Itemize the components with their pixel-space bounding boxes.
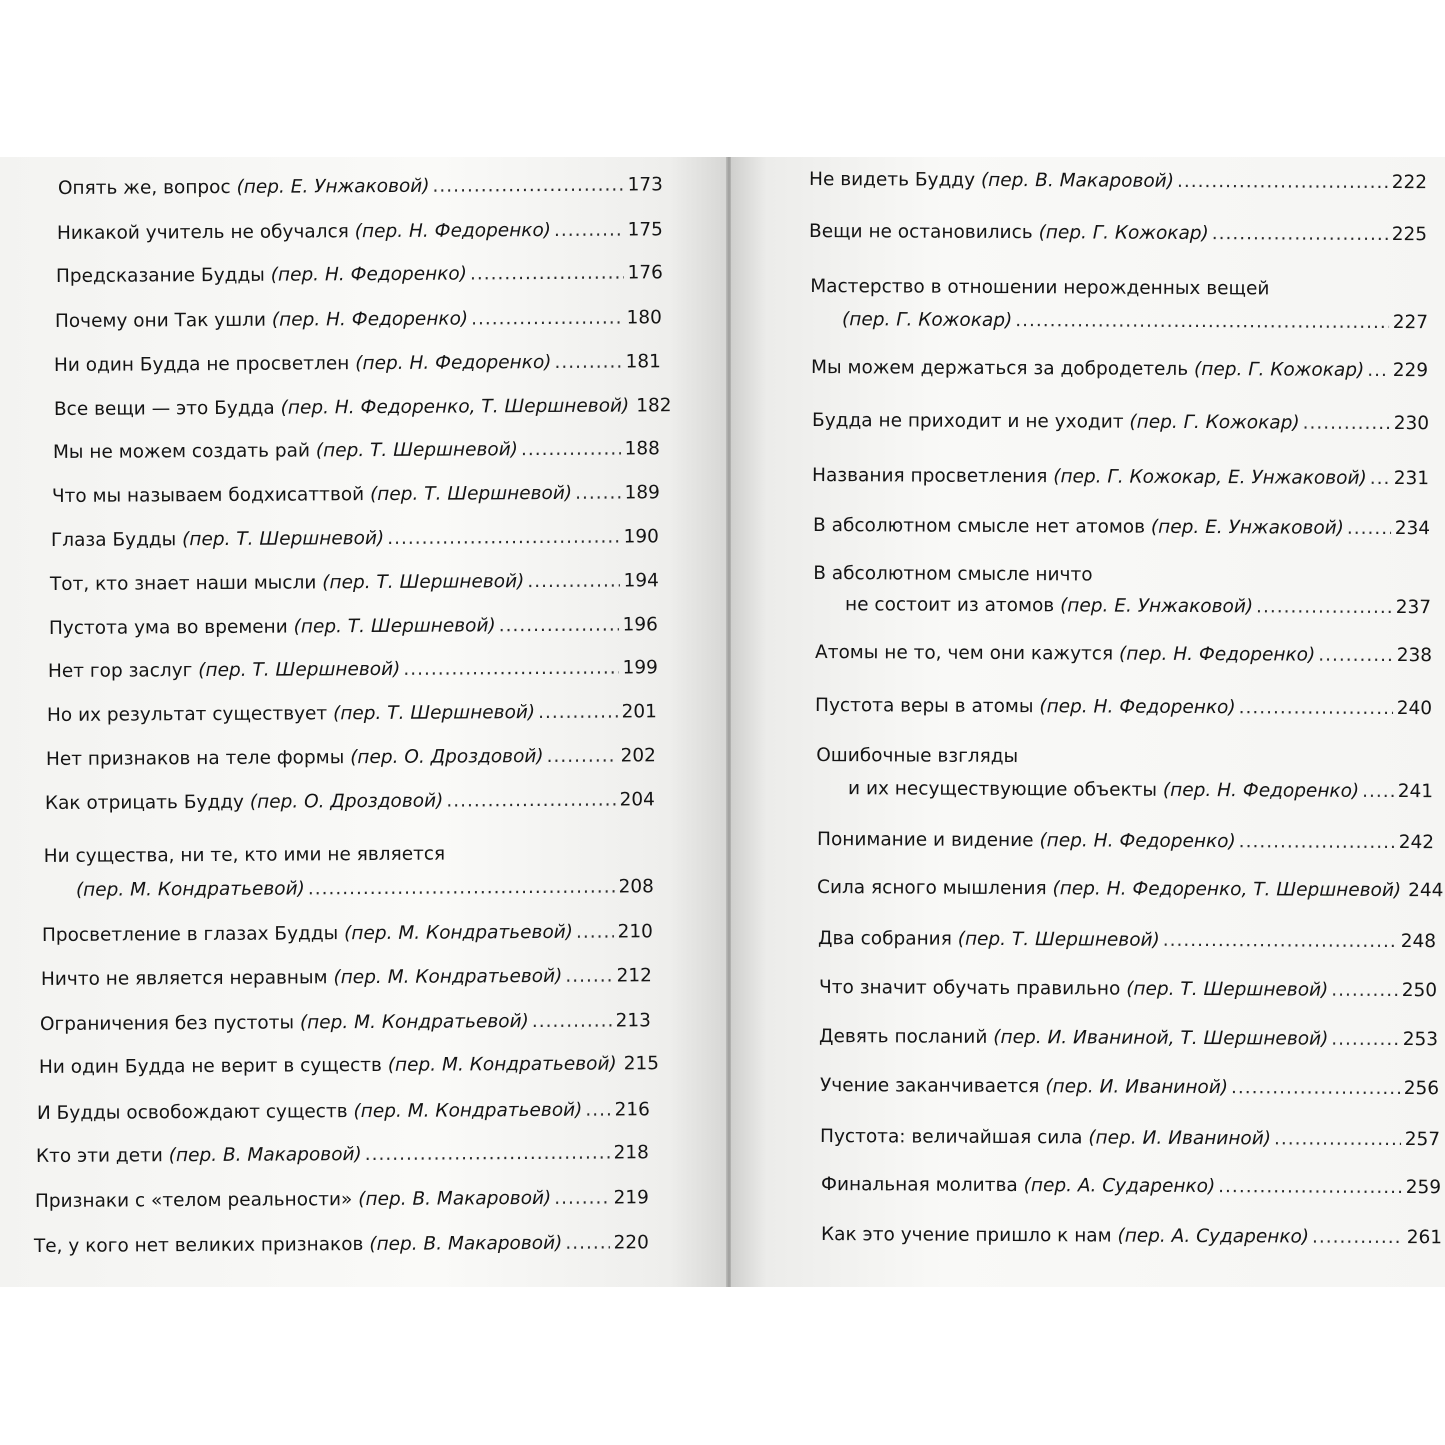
dot-leader — [1274, 1127, 1401, 1152]
entry-translator: (пер. Т. Шершневой) — [182, 527, 385, 551]
entry-page-number: 182 — [636, 395, 672, 417]
entry-translator: (пер. И. Иваниной, Т. Шершневой) — [993, 1026, 1329, 1050]
toc-entry — [816, 744, 1433, 804]
entry-page-number: 238 — [1396, 645, 1433, 667]
entry-translator: (пер. Т. Шершневой) — [369, 482, 573, 506]
entry-title: Сила ясного мышления — [817, 877, 1047, 900]
entry-title: Но их результат существует — [46, 703, 328, 727]
entry-title: Как отрицать Будду — [44, 791, 245, 815]
dot-leader — [532, 1010, 612, 1034]
entry-title: Нет гор заслуг — [47, 660, 193, 683]
entry-page-number: 181 — [625, 351, 661, 373]
entry-translator: (пер. Е. Унжаковой) — [1150, 516, 1344, 539]
entry-page-number: 220 — [613, 1232, 649, 1254]
entry-title: В абсолютном смысле нет атомов — [813, 515, 1146, 538]
entry-page-number: 230 — [1393, 413, 1430, 435]
entry-title: Что значит обучать правильно — [819, 977, 1121, 1000]
entry-translator: (пер. В. Макаровой) — [980, 169, 1175, 192]
entry-translator: (пер. Г. Кожокар) — [1038, 222, 1209, 245]
dot-leader — [1318, 644, 1393, 668]
toc-entry — [812, 464, 1429, 491]
entry-page-number: 250 — [1401, 980, 1438, 1002]
entry-translator: (пер. Н. Федоренко) — [1039, 830, 1236, 853]
entry-title: Никакой учитель не обучался — [56, 221, 349, 245]
dot-leader — [1218, 1175, 1402, 1200]
entry-title: Как это учение пришло к нам — [821, 1224, 1112, 1247]
entry-translator: (пер. О. Дроздовой) — [249, 790, 444, 813]
toc-entry — [53, 394, 672, 422]
dot-leader — [1163, 929, 1397, 954]
toc-entry — [819, 1025, 1438, 1052]
toc-entry — [42, 920, 653, 948]
toc-entry — [46, 744, 656, 772]
entry-page-number: 218 — [613, 1142, 649, 1164]
entry-title-continued: не состоит из атомов — [845, 594, 1055, 617]
entry-title: Почему они Так ушли — [54, 309, 267, 333]
dot-leader — [1362, 780, 1394, 804]
dot-leader — [308, 876, 615, 902]
entry-title: Признаки с «телом реальности» — [34, 1189, 353, 1212]
entry-page-number: 248 — [1400, 931, 1437, 953]
entry-page-number: 237 — [1395, 597, 1432, 619]
dot-leader — [576, 921, 614, 945]
toc-entry — [820, 1125, 1440, 1152]
toc-entry — [811, 356, 1428, 383]
entry-translator: (пер. Н. Федоренко) — [1118, 643, 1316, 666]
entry-title: Ничто не является неравным — [40, 967, 328, 991]
entry-page-number: 242 — [1398, 832, 1435, 854]
entry-title: Кто эти дети — [35, 1145, 163, 1167]
entry-title: Ограничения без пустоты — [39, 1012, 295, 1035]
entry-page-number: 208 — [618, 876, 654, 898]
toc-entry — [56, 261, 663, 289]
dot-leader — [1212, 222, 1388, 247]
toc-entry — [54, 350, 661, 378]
entry-translator: (пер. Н. Федоренко) — [1162, 779, 1360, 802]
entry-title: Ни один Будда не просветлен — [53, 353, 350, 377]
dot-leader — [1256, 595, 1392, 620]
toc-entry — [48, 656, 658, 684]
toc-entry — [810, 275, 1428, 335]
toc-entry — [40, 1009, 651, 1037]
entry-page-number: 201 — [621, 701, 657, 723]
dot-leader — [1312, 1226, 1403, 1250]
entry-title: Все вещи — это Будда — [53, 397, 275, 421]
dot-leader — [432, 174, 623, 199]
entry-title: Ошибочные взгляды — [816, 745, 1019, 768]
entry-translator: (пер. Т. Шершневой) — [315, 439, 519, 462]
dot-leader — [527, 570, 619, 595]
entry-page-number: 175 — [627, 219, 663, 241]
entry-title: Мастерство в отношении нерожденных вещей — [810, 276, 1270, 300]
entry-page-number: 234 — [1394, 518, 1431, 540]
entry-page-number: 219 — [613, 1187, 649, 1209]
entry-page-number: 210 — [617, 921, 653, 943]
entry-title: Ни один Будда не верит в существ — [38, 1054, 382, 1078]
dot-leader — [471, 307, 623, 332]
entry-title: Пустота: величайшая сила — [820, 1126, 1083, 1149]
entry-translator: (пер. Г. Кожокар, Е. Унжаковой) — [1053, 466, 1367, 489]
entry-translator: (пер. Е. Унжаковой) — [1060, 595, 1254, 618]
entry-page-number: 196 — [622, 614, 658, 636]
toc-entry — [45, 788, 655, 816]
toc-entry — [50, 569, 659, 597]
dot-leader — [1177, 170, 1388, 195]
entry-translator: (пер. М. Кондратьевой) — [353, 1099, 583, 1123]
entry-translator: (пер. Н. Федоренко) — [271, 308, 469, 331]
entry-title: Мы можем держаться за добродетель — [811, 357, 1189, 380]
toc-entry — [813, 562, 1431, 620]
toc-entry — [49, 613, 658, 641]
dot-leader — [446, 789, 615, 814]
toc-entry — [819, 976, 1437, 1003]
toc-entry — [55, 306, 662, 334]
entry-page-number: 180 — [626, 307, 662, 329]
entry-title: Глаза Будды — [50, 529, 177, 551]
entry-translator: (пер. В. Макаровой) — [369, 1232, 563, 1255]
entry-translator: (пер. М. Кондратьевой) — [299, 1011, 529, 1034]
entry-translator: (пер. В. Макаровой) — [358, 1187, 552, 1211]
entry-page-number: 244 — [1408, 880, 1444, 902]
entry-translator: (пер. Т. Шершневой) — [333, 702, 536, 725]
toc-entry — [809, 168, 1427, 195]
toc-entry — [47, 700, 657, 728]
dot-leader — [1331, 979, 1398, 1003]
entry-translator: (пер. О. Дроздовой) — [350, 745, 544, 769]
entry-translator: (пер. Е. Унжаковой) — [236, 175, 430, 198]
toc-entry — [53, 437, 660, 465]
entry-translator: (пер. Т. Шершневой) — [1126, 978, 1329, 1001]
dot-leader — [1239, 830, 1395, 855]
toc-entry — [821, 1223, 1442, 1250]
dot-leader — [554, 219, 624, 243]
entry-title: Мы не можем создать рай — [52, 440, 311, 464]
entry-translator: (пер. И. Иваниной) — [1088, 1127, 1272, 1150]
entry-translator: (пер. Н. Федоренко) — [355, 351, 552, 375]
toc-entry — [815, 641, 1432, 668]
entry-page-number: 199 — [622, 657, 658, 679]
entry-translator: (пер. М. Кондратьевой) — [387, 1053, 617, 1076]
entry-title: Атомы не то, чем они кажутся — [815, 642, 1114, 665]
entry-page-number: 202 — [620, 745, 656, 767]
entry-page-number: 204 — [619, 789, 655, 811]
right-page — [731, 157, 1445, 1287]
entry-page-number: 173 — [627, 174, 663, 196]
entry-translator: (пер. М. Кондратьевой) — [333, 965, 563, 989]
dot-leader — [1347, 517, 1391, 541]
entry-page-number: 257 — [1404, 1129, 1441, 1151]
dot-leader — [538, 701, 618, 725]
dot-leader — [547, 745, 617, 769]
entry-translator: (пер. М. Кондратьевой) — [344, 921, 574, 945]
toc-entry — [809, 220, 1427, 247]
entry-translator: (пер. Т. Шершневой) — [322, 571, 525, 594]
entry-page-number: 176 — [627, 262, 663, 284]
toc-entry — [815, 694, 1432, 721]
entry-page-number: 188 — [624, 438, 660, 460]
dot-leader — [403, 657, 618, 682]
entry-title: Пустота веры в атомы — [815, 695, 1034, 718]
entry-title: Просветление в глазах Будды — [41, 923, 339, 947]
toc-entry — [36, 1141, 649, 1169]
entry-title: Нет признаков на теле формы — [45, 747, 345, 771]
dot-leader — [1331, 1028, 1399, 1052]
dot-leader — [565, 965, 612, 989]
entry-translator: (пер. И. Иваниной) — [1045, 1076, 1229, 1099]
entry-page-number: 194 — [623, 570, 659, 592]
entry-translator: (пер. Г. Кожокар) — [1129, 411, 1300, 434]
toc-entry — [35, 1186, 649, 1214]
entry-title: Будда не приходит и не уходит — [812, 410, 1124, 433]
entry-page-number: 241 — [1397, 781, 1434, 803]
entry-title: Девять посланий — [819, 1026, 988, 1048]
dot-leader — [1015, 309, 1389, 335]
entry-title-continued: и их несуществующие объекты — [848, 778, 1158, 801]
entry-title: Пустота ума во времени — [48, 616, 288, 639]
left-page — [0, 157, 728, 1287]
toc-entry — [51, 525, 659, 553]
dot-leader — [554, 351, 621, 375]
toc-entry — [817, 876, 1444, 903]
entry-title: Не видеть Будду — [809, 169, 976, 191]
dot-leader — [470, 262, 624, 287]
entry-translator: (пер. Н. Федоренко) — [354, 219, 552, 243]
toc-entry — [817, 828, 1434, 855]
toc-entry — [52, 481, 660, 509]
entry-title: Понимание и видение — [817, 829, 1034, 852]
entry-title: И Будды освобождают существ — [36, 1101, 348, 1124]
dot-leader — [565, 1231, 609, 1255]
entry-translator: (пер. Н. Федоренко, Т. Шершневой) — [280, 395, 630, 419]
toc-entry — [44, 841, 654, 903]
entry-translator: (пер. А. Сударенко) — [1117, 1225, 1310, 1248]
entry-page-number: 256 — [1403, 1078, 1440, 1100]
entry-page-number: 215 — [623, 1053, 660, 1075]
toc-entry — [38, 1052, 660, 1080]
toc-entry — [58, 173, 663, 201]
entry-page-number: 261 — [1406, 1227, 1443, 1249]
entry-page-number: 189 — [624, 482, 660, 504]
entry-translator: (пер. Н. Федоренко) — [270, 263, 468, 286]
dot-leader — [499, 614, 619, 639]
entry-title: Два собрания — [818, 928, 952, 950]
entry-title: Ни существа, ни те, кто ими не является — [43, 843, 446, 868]
entry-page-number: 253 — [1402, 1029, 1439, 1051]
dot-leader — [575, 482, 621, 506]
entry-translator: (пер. В. Макаровой) — [168, 1144, 362, 1167]
toc-entry — [34, 1231, 649, 1259]
entry-title: В абсолютном смысле ничто — [813, 563, 1093, 586]
entry-translator: (пер. Т. Шершневой) — [957, 928, 1160, 951]
entry-page-number: 213 — [615, 1010, 651, 1032]
entry-translator: (пер. Н. Федоренко, Т. Шершневой) — [1052, 878, 1402, 902]
dot-leader — [365, 1141, 610, 1166]
entry-page-number: 240 — [1396, 698, 1433, 720]
dot-leader — [521, 438, 621, 463]
entry-title: Предсказание Будды — [55, 264, 265, 288]
entry-title: Финальная молитва — [821, 1174, 1018, 1197]
entry-page-number: 190 — [623, 526, 659, 548]
entry-page-number: 212 — [616, 965, 652, 987]
dot-leader — [1367, 359, 1389, 383]
entry-page-number: 222 — [1391, 172, 1428, 194]
entry-title: Вещи не остановились — [809, 221, 1033, 244]
entry-page-number: 225 — [1391, 224, 1428, 246]
entry-translator: (пер. Г. Кожокар) — [1193, 359, 1365, 381]
entry-translator: (пер. М. Кондратьевой) — [75, 878, 305, 901]
open-book — [0, 157, 1445, 1287]
entry-page-number: 216 — [614, 1099, 650, 1121]
entry-title: Те, у кого нет великих признаков — [33, 1233, 364, 1257]
entry-title: Опять же, вопрос — [57, 176, 231, 200]
entry-translator: (пер. Н. Федоренко) — [1039, 696, 1236, 719]
toc-entry — [813, 514, 1430, 541]
toc-entry — [41, 964, 652, 992]
entry-title: Названия просветления — [812, 465, 1048, 488]
entry-page-number: 259 — [1405, 1177, 1442, 1199]
dot-leader — [387, 526, 620, 551]
entry-page-number: 231 — [1393, 468, 1430, 490]
dot-leader — [1303, 412, 1390, 436]
dot-leader — [585, 1098, 610, 1122]
toc-entry — [820, 1074, 1439, 1101]
entry-title: Тот, кто знает наши мысли — [49, 572, 317, 595]
dot-leader — [554, 1186, 610, 1210]
toc-entry — [818, 927, 1436, 954]
entry-page-number: 227 — [1392, 312, 1429, 334]
toc-entry — [57, 218, 663, 246]
dot-leader — [1370, 467, 1390, 491]
entry-translator: (пер. Т. Шершневой) — [293, 615, 496, 638]
toc-entry — [37, 1098, 650, 1126]
entry-translator: (пер. А. Сударенко) — [1023, 1175, 1216, 1198]
entry-title: Что мы называем бодхисаттвой — [51, 484, 365, 508]
dot-leader — [1239, 696, 1393, 721]
entry-page-number: 229 — [1392, 360, 1429, 382]
entry-translator: (пер. Г. Кожокар) — [842, 309, 1013, 332]
dot-leader — [1231, 1076, 1400, 1101]
entry-title: Учение заканчивается — [820, 1075, 1040, 1098]
toc-entry — [821, 1173, 1441, 1200]
entry-translator: (пер. Т. Шершневой) — [198, 658, 401, 682]
toc-entry — [812, 409, 1429, 436]
